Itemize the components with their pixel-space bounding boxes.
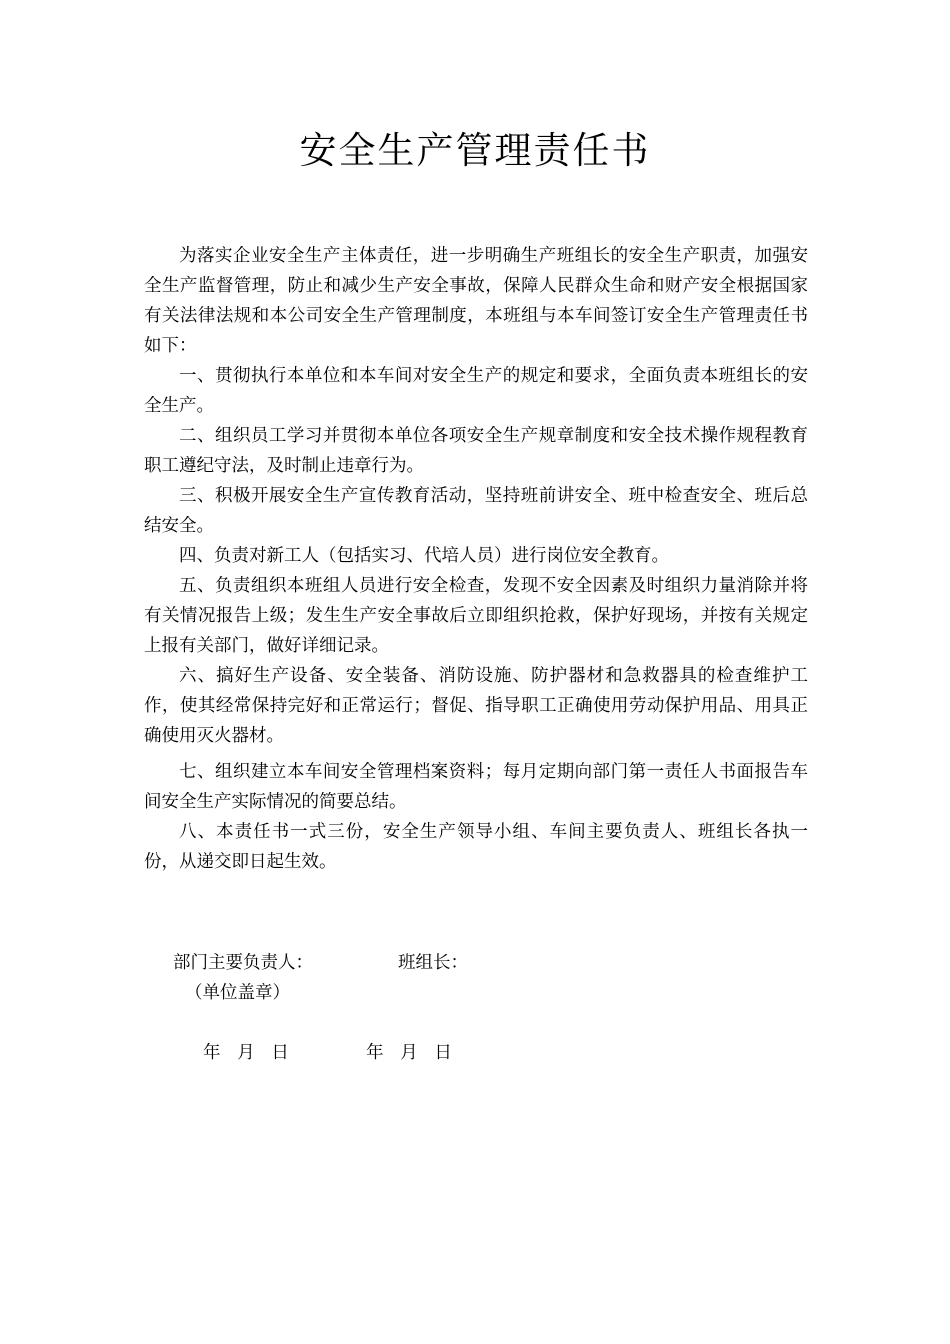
team-leader-signature-label: 班组长： (398, 953, 468, 973)
document-body (144, 241, 808, 877)
document-title: 安全生产管理责任书 (299, 129, 651, 172)
dept-head-signature-label: 部门主要负责人： (173, 953, 313, 973)
clause-2: 二、组织员工学习并贯彻本单位各项安全生产规章制度和安全技术操作规程教育职工遵纪守法，及时制止违章行为。 (144, 426, 808, 476)
date-right: 年 月 日 (366, 1043, 452, 1063)
unit-seal-note: （单位盖章） (185, 983, 290, 1003)
clause-4: 四、负责对新工人（包括实习、代培人员）进行岗位安全教育。 (179, 546, 669, 566)
clause-6: 六、搞好生产设备、安全装备、消防设施、防护器材和急救器具的检查维护工作，使其经常保持完好和正常运行；督促、指导职工正确使用劳动保护用品、用具正确使用灭火器材。 (144, 666, 808, 746)
clause-7: 七、组织建立本车间安全管理档案资料；每月定期向部门第一责任人书面报告车间安全生产实际情况的简要总结。 (144, 762, 808, 812)
clause-3: 三、积极开展安全生产宣传教育活动，坚持班前讲安全、班中检查安全、班后总结安全。 (144, 486, 808, 536)
clause-5: 五、负责组织本班组人员进行安全检查，发现不安全因素及时组织力量消除并将有关情况报告上级；发生生产安全事故后立即组织抢救，保护好现场，并按有关规定上报有关部门，做好详细记录。 (144, 576, 808, 656)
intro-paragraph: 为落实企业安全生产主体责任，进一步明确生产班组长的安全生产职责，加强安全生产监督管理，防止和减少生产安全事故，保障人民群众生命和财产安全根据国家有关法律法规和本公司安全生产管理制度，本班组与本车间签订安全生产管理责任书如下： (144, 246, 808, 356)
clause-8: 八、本责任书一式三份，安全生产领导小组、车间主要负责人、班组长各执一份，从递交即日起生效。 (144, 822, 808, 872)
date-left: 年 月 日 (203, 1043, 289, 1063)
clause-1: 一、贯彻执行本单位和本车间对安全生产的规定和要求，全面负责本班组长的安全生产。 (144, 366, 808, 416)
